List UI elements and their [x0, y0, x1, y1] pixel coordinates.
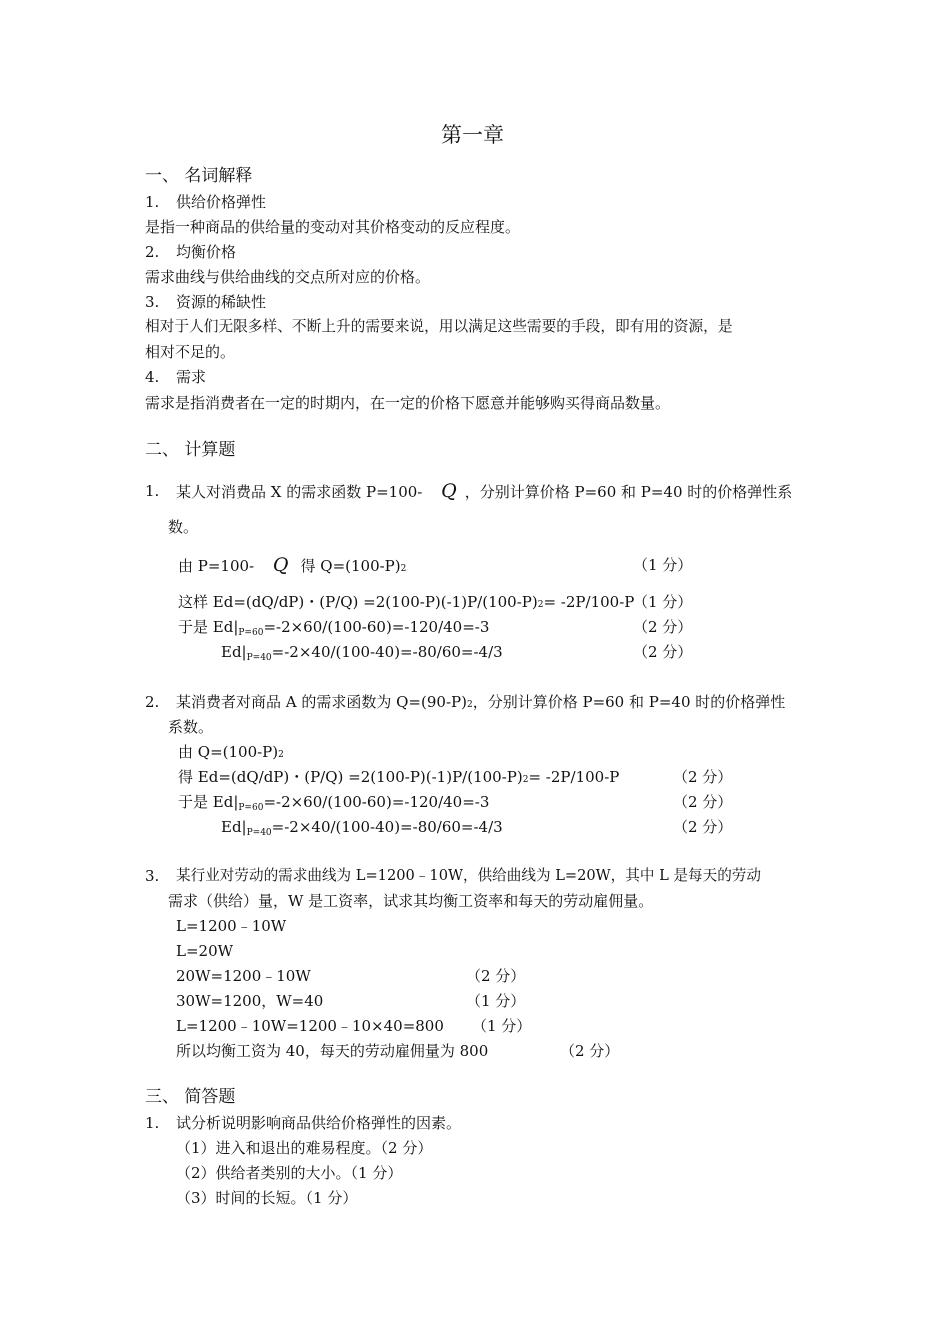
solution-text: =-2×40/(100-40)=-80/60=-4/3: [271, 643, 503, 661]
definition: 是指一种商品的供给量的变动对其价格变动的反应程度。: [145, 218, 521, 236]
question-text: 试分析说明影响商品供给价格弹性的因素。: [176, 1114, 462, 1132]
solution-line: [178, 743, 284, 764]
section-heading-definitions: 一、 名词解释: [145, 166, 253, 186]
question-text: [176, 482, 792, 501]
solution-text: 由 P=100-: [178, 557, 255, 575]
solution-line: [221, 818, 503, 842]
solution-text: 于是 Ed|: [178, 618, 239, 636]
question-text-part: 某人对消费品 X 的需求函数 P=100-: [176, 483, 423, 501]
item-number: 1.: [145, 193, 160, 211]
solution-line: [178, 793, 489, 817]
score: （1 分）: [633, 593, 693, 611]
score: （1 分）: [633, 556, 693, 574]
exponent: 2: [466, 700, 473, 710]
score: （2 分）: [633, 618, 693, 636]
question-text: 数。: [168, 518, 199, 536]
solution-line: [178, 556, 406, 578]
solution-line: L=20W: [176, 942, 234, 960]
question-text: [176, 693, 785, 714]
question-text: 系数。: [168, 718, 214, 736]
subscript: P=40: [246, 828, 272, 838]
exponent: 2: [522, 775, 529, 785]
section-heading-short-answer: 三、 简答题: [145, 1087, 236, 1107]
solution-text: 得 Ed=(dQ/dP)・(P/Q) =2(100-P)(-1)P/(100-P): [178, 768, 523, 786]
item-number: 2.: [145, 243, 160, 261]
solution-text: 得 Q=(100-P): [300, 557, 401, 575]
definition: 相对不足的。: [145, 343, 236, 361]
question-text-part: ，分别计算价格 P=60 和 P=40 时的价格弹性: [472, 693, 786, 711]
score: （1 分）: [466, 992, 526, 1010]
answer-line: （3）时间的长短。（1 分）: [176, 1189, 358, 1207]
solution-line: 所以均衡工资为 40，每天的劳动雇佣量为 800: [176, 1042, 489, 1060]
subscript: P=60: [238, 628, 264, 638]
question-text-part: ，分别计算价格 P=60 和 P=40 时的价格弹性系: [464, 483, 793, 501]
score: （2 分）: [673, 793, 733, 811]
subscript: P=60: [238, 803, 264, 813]
answer-line: （1）进入和退出的难易程度。（2 分）: [176, 1139, 433, 1157]
section-heading-calculation: 二、 计算题: [145, 440, 236, 460]
page-title: 第一章: [441, 123, 504, 147]
question-text: 需求（供给）量，W 是工资率，试求其均衡工资率和每天的劳动雇佣量。: [168, 892, 654, 910]
answer-line: （2）供给者类别的大小。（1 分）: [176, 1164, 403, 1182]
exponent: 2: [278, 750, 284, 760]
solution-text: =-2×60/(100-60)=-120/40=-3: [263, 618, 490, 636]
term: 资源的稀缺性: [176, 293, 267, 311]
score: （2 分）: [673, 818, 733, 836]
sqrt-q-symbol: Q: [272, 554, 289, 576]
solution-line: [178, 618, 489, 642]
definition: 相对于人们无限多样、不断上升的需要来说，用以满足这些需要的手段，即有用的资源，是: [145, 318, 733, 335]
question-text: 某行业对劳动的需求曲线为 L=1200﹣10W，供给曲线为 L=20W，其中 L 是每天的劳动: [176, 867, 761, 884]
question-number: 3.: [145, 867, 160, 885]
solution-text: Ed|: [221, 643, 247, 661]
solution-text: =-2×40/(100-40)=-80/60=-4/3: [271, 818, 503, 836]
question-number: 1.: [145, 482, 160, 500]
solution-text: Ed|: [221, 818, 247, 836]
solution-line: [221, 643, 503, 667]
question-number: 2.: [145, 693, 160, 711]
solution-line: [178, 768, 619, 789]
exponent: 2: [537, 600, 544, 610]
solution-text: =-2×60/(100-60)=-120/40=-3: [263, 793, 490, 811]
solution-text: 这样 Ed=(dQ/dP)・(P/Q) =2(100-P)(-1)P/(100-P): [178, 593, 538, 611]
question-text-part: 某消费者对商品 A 的需求函数为 Q=(90-P): [176, 693, 467, 711]
term: 均衡价格: [176, 243, 237, 261]
score: （2 分）: [560, 1042, 620, 1060]
solution-line: L=1200﹣10W=1200﹣10×40=800: [176, 1017, 444, 1035]
item-number: 3.: [145, 293, 160, 311]
score: （2 分）: [673, 768, 733, 786]
solution-line: L=1200﹣10W: [176, 917, 287, 935]
item-number: 4.: [145, 368, 160, 386]
solution-line: 20W=1200﹣10W: [176, 967, 311, 985]
solution-text: = -2P/100-P: [543, 593, 635, 611]
score: （2 分）: [466, 967, 526, 985]
question-number: 1.: [145, 1114, 160, 1132]
solution-text: = -2P/100-P: [528, 768, 620, 786]
definition: 需求是指消费者在一定的时期内，在一定的价格下愿意并能够购买得商品数量。: [145, 394, 671, 412]
solution-text: 于是 Ed|: [178, 793, 239, 811]
term: 供给价格弹性: [176, 193, 267, 211]
term: 需求: [176, 368, 207, 386]
score: （1 分）: [472, 1017, 532, 1035]
solution-line: [178, 593, 634, 614]
exponent: 2: [400, 564, 407, 574]
subscript: P=40: [246, 653, 272, 663]
definition: 需求曲线与供给曲线的交点所对应的价格。: [145, 268, 431, 286]
solution-line: 30W=1200，W=40: [176, 992, 324, 1010]
score: （2 分）: [633, 643, 693, 661]
sqrt-q-symbol: Q: [441, 480, 457, 502]
solution-text: 由 Q=(100-P): [178, 743, 279, 761]
